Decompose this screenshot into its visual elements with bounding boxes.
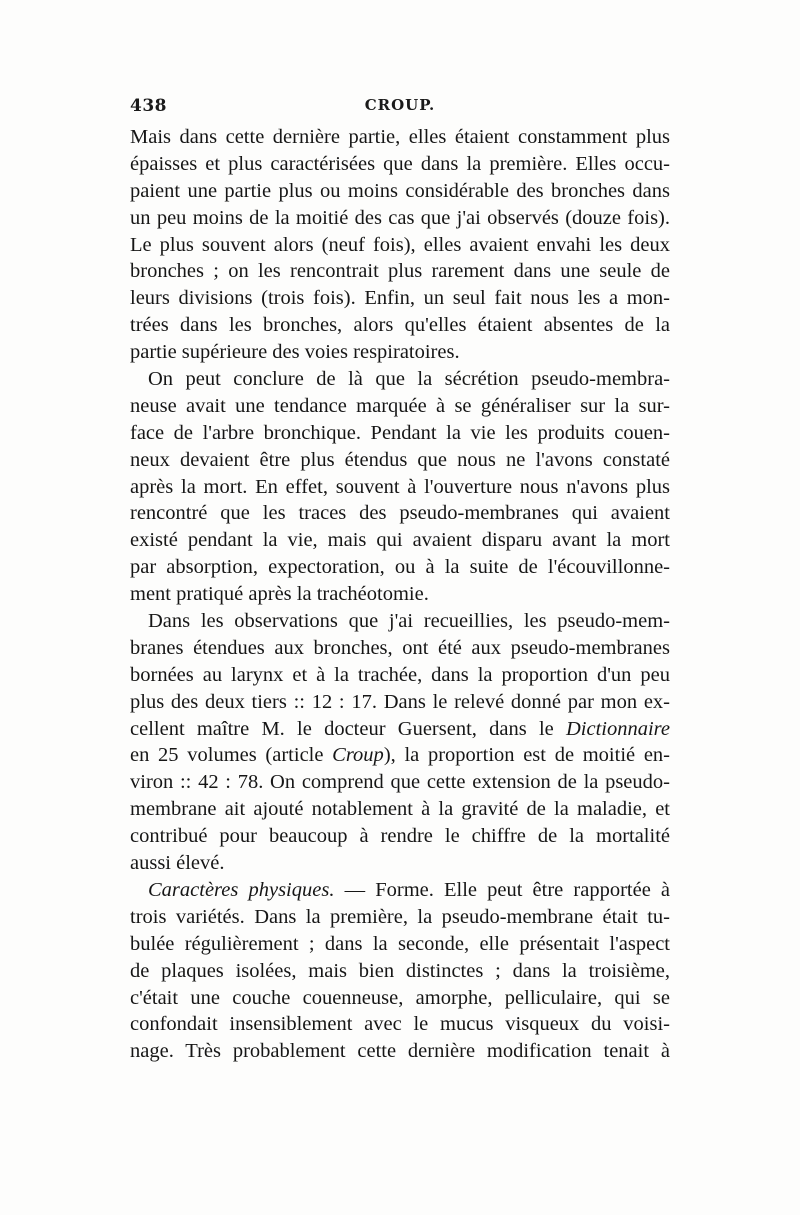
text-line: trées dans les bronches, alors qu'elles étaient absentes de la: [130, 314, 670, 337]
text-line: par absorption, expectoration, ou à la suite de l'écouvillonne-: [130, 556, 670, 579]
text-line: Le plus souvent alors (neuf fois), elles avaient envahi les deux: [130, 233, 670, 256]
text-line: un peu moins de la moitié des cas que j'ai observés (douze fois).: [130, 206, 670, 229]
text-line: nage. Très probablement cette dernière modification tenait à: [130, 1040, 670, 1063]
text-line: contribué pour beaucoup à rendre le chiffre de la mortalité: [130, 825, 670, 848]
text-line: paient une partie plus ou moins considérable des bronches dans: [130, 179, 670, 202]
text-line: c'était une couche couenneuse, amorphe, pelliculaire, qui se: [130, 986, 670, 1009]
text-line: bulée régulièrement ; dans la seconde, elle présentait l'aspect: [130, 932, 670, 955]
page-header: [130, 96, 670, 122]
text-fragment: cellent maître M. le docteur Guersent, dans le: [130, 717, 554, 740]
text-line: rencontré que les traces des pseudo-membranes qui avaient: [130, 502, 670, 525]
section-heading-italic: Caractères physiques.: [148, 878, 335, 901]
text-line: confondait insensiblement avec le mucus visqueux du voisi-: [130, 1013, 670, 1036]
text-line: branes étendues aux bronches, ont été aux pseudo-membranes: [130, 636, 670, 659]
text-line: plus des deux tiers :: 12 : 17. Dans le relevé donné par mon ex-: [130, 690, 670, 713]
italic-term-dictionnaire: Dictionnaire: [565, 717, 670, 740]
text-line: existé pendant la vie, mais qui avaient disparu avant la mort: [130, 529, 670, 552]
text-line: viron :: 42 : 78. On comprend que cette extension de la pseudo-: [130, 771, 670, 794]
text-line: aussi élevé.: [130, 852, 225, 875]
text-fragment: en 25 volumes (article: [130, 744, 324, 767]
text-fragment: ), la proportion est de moitié en-: [383, 744, 670, 767]
text-line: Mais dans cette dernière partie, elles étaient constamment plus: [130, 126, 670, 148]
text-line: On peut conclure de là que la sécrétion pseudo-membra-: [148, 368, 670, 391]
text-line: partie supérieure des voies respiratoires.: [130, 341, 460, 364]
text-line: épaisses et plus caractérisées que dans la première. Elles occu-: [130, 152, 670, 175]
text-line-with-italic: [130, 877, 670, 904]
running-title: CROUP.: [364, 96, 436, 114]
text-line: face de l'arbre bronchique. Pendant la vie les produits couen-: [130, 421, 670, 444]
text-line: de plaques isolées, mais bien distinctes ; dans la troisième,: [130, 959, 670, 982]
page-number: 438: [130, 96, 167, 116]
text-line: leurs divisions (trois fois). Enfin, un seul fait nous les a mon-: [130, 287, 670, 310]
text-fragment: — Forme. Elle peut être rapportée à: [344, 878, 671, 901]
text-line-with-italic: [130, 716, 670, 743]
text-line-with-italic: [130, 742, 670, 769]
text-line: bronches ; on les rencontrait plus rarement dans une seule de: [130, 260, 670, 283]
text-line: après la mort. En effet, souvent à l'ouverture nous n'avons plus: [130, 475, 670, 498]
text-line: ment pratiqué après la trachéotomie.: [130, 583, 429, 606]
text-line: membrane ait ajouté notablement à la gravité de la maladie, et: [130, 798, 670, 821]
text-line: bornées au larynx et à la trachée, dans la proportion d'un peu: [130, 663, 670, 686]
text-line: trois variétés. Dans la première, la pseudo-membrane était tu-: [130, 905, 670, 928]
text-line: neuse avait une tendance marquée à se généraliser sur la sur-: [130, 394, 670, 417]
body-text: [130, 124, 670, 1065]
text-line: neux devaient être plus étendus que nous ne l'avons constaté: [130, 448, 670, 471]
italic-term-croup: Croup: [332, 744, 384, 767]
text-line: Dans les observations que j'ai recueillies, les pseudo-mem-: [148, 610, 670, 633]
